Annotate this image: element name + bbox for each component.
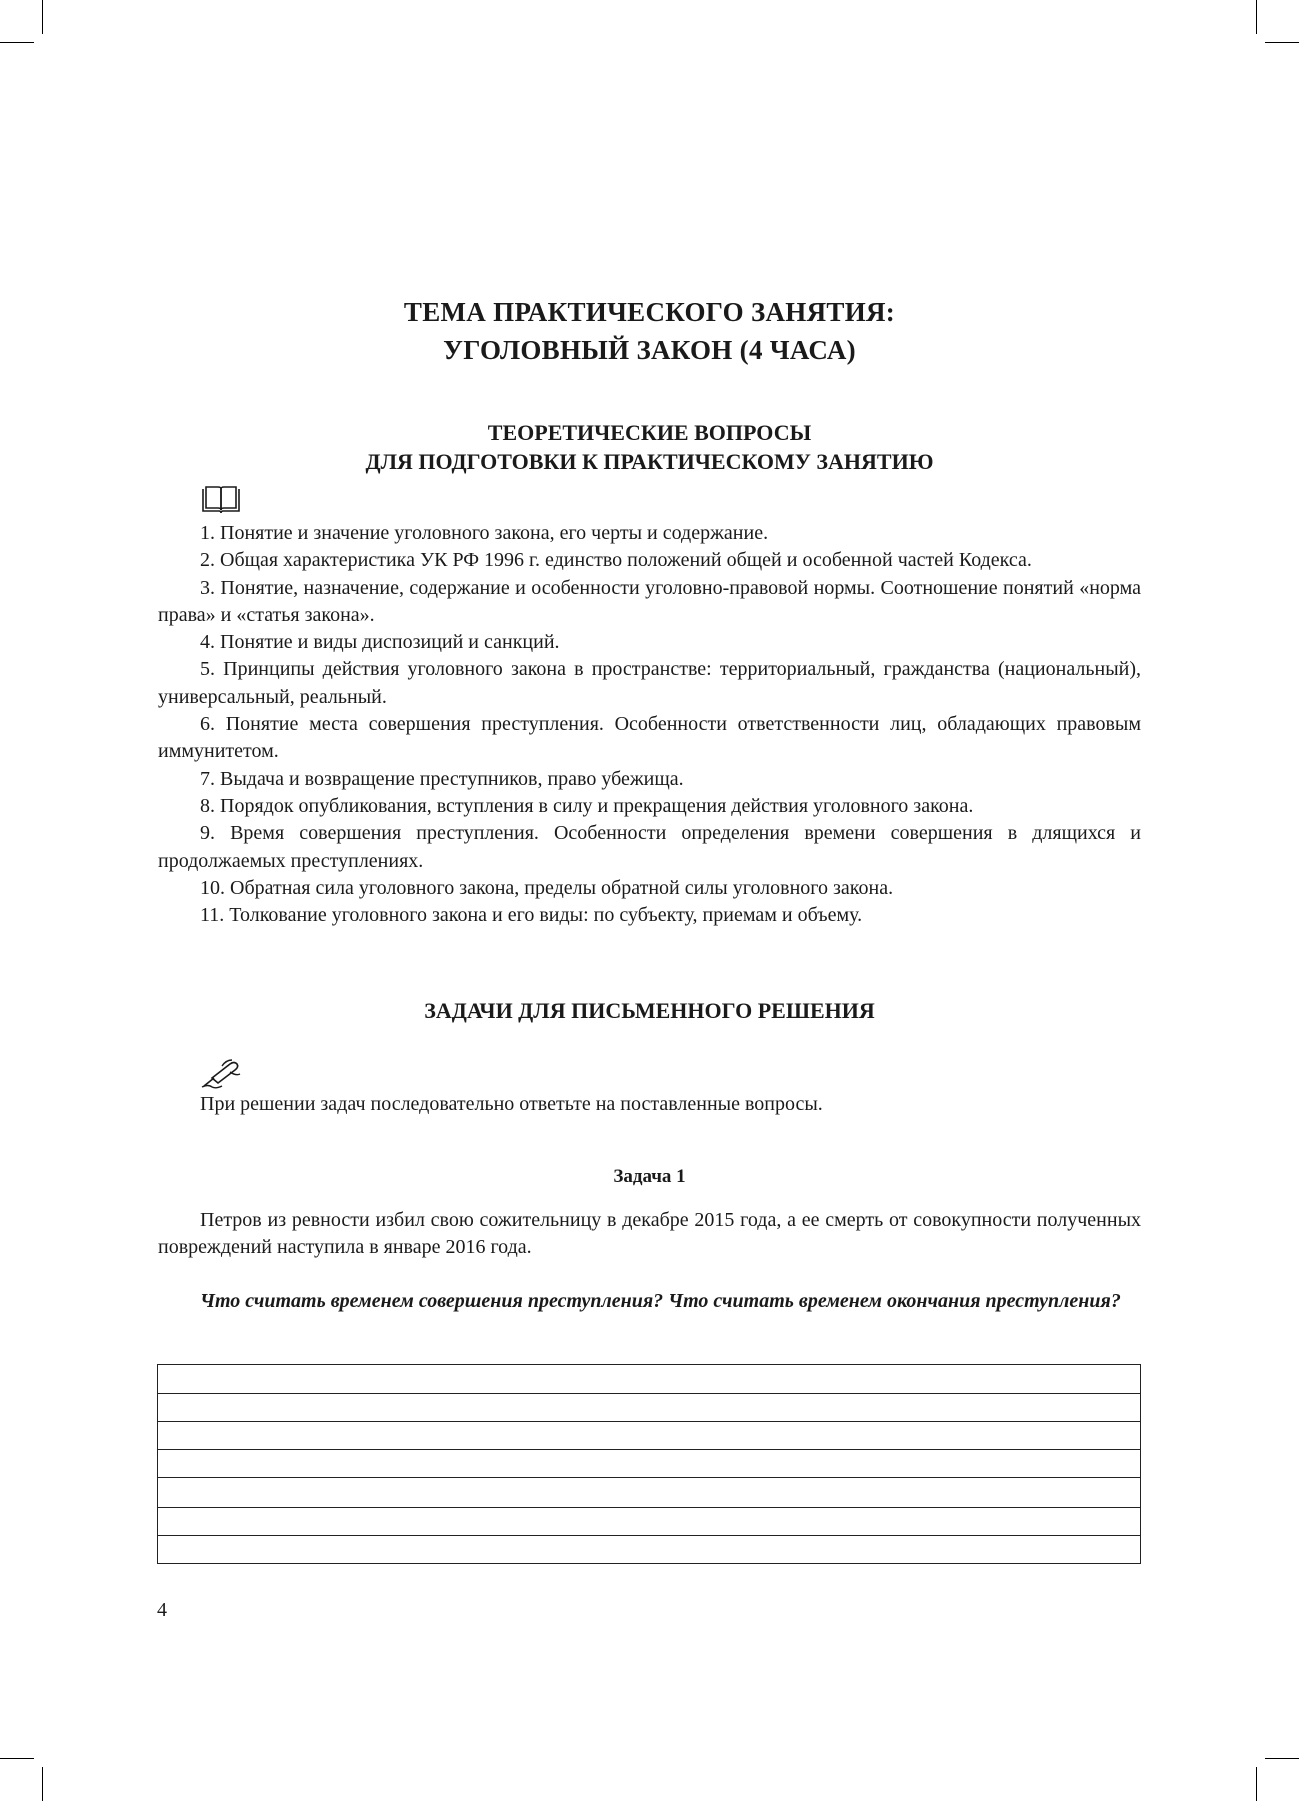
task-1-text	[158, 1207, 1141, 1262]
task-1-text-body: Петров из ревности избил свою сожительницу в декабре 2015 года, а ее смерть от совокупности полученных повреждений наступила в январе 2016 года.	[158, 1209, 1141, 1259]
theory-heading-line-2: ДЛЯ ПОДГОТОВКИ К ПРАКТИЧЕСКОМУ ЗАНЯТИЮ	[365, 449, 934, 474]
list-item: 7. Выдача и возвращение преступников, право убежища.	[200, 767, 684, 790]
crop-mark	[42, 1767, 43, 1801]
theory-heading	[158, 418, 1141, 476]
list-item: 1. Понятие и значение уголовного закона, его черты и содержание.	[200, 522, 769, 544]
tasks-heading-text: ЗАДАЧИ ДЛЯ ПИСЬМЕННОГО РЕШЕНИЯ	[424, 998, 875, 1023]
answer-field[interactable]	[157, 1364, 1141, 1564]
list-item: 3. Понятие, назначение, содержание и особенности уголовно-правовой нормы. Соотношение понятий «норма права» и «статья закона».	[158, 576, 1141, 626]
answer-line	[158, 1393, 1140, 1394]
list-item: 8. Порядок опубликования, вступления в силу и прекращения действия уголовного закона.	[200, 794, 974, 817]
theory-heading-line-1: ТЕОРЕТИЧЕСКИЕ ВОПРОСЫ	[487, 420, 812, 445]
crop-mark	[1256, 0, 1257, 34]
list-item: 6. Понятие места совершения преступления. Особенности ответственности лиц, обладающих правовым иммунитетом.	[158, 713, 1141, 763]
list-item: 4. Понятие и виды диспозиций и санкций.	[200, 631, 560, 654]
answer-line	[158, 1535, 1140, 1536]
page-title-line-2: УГОЛОВНЫЙ ЗАКОН (4 ЧАСА)	[443, 335, 856, 365]
crop-mark	[1265, 42, 1299, 43]
task-1-question-text: Что считать временем совершения преступления? Что считать временем окончания преступления?	[200, 1290, 1121, 1312]
theory-questions-list	[158, 520, 1141, 929]
tasks-heading	[158, 996, 1141, 1025]
list-item: 5. Принципы действия уголовного закона в пространстве: территориальный, гражданства (национальный), универсальный, реальный.	[158, 658, 1141, 708]
answer-line	[158, 1449, 1140, 1450]
crop-mark	[42, 0, 43, 34]
tasks-instruction	[158, 1091, 1141, 1118]
crop-mark	[1256, 1767, 1257, 1801]
tasks-instruction-text: При решении задач последовательно ответьте на поставленные вопросы.	[200, 1093, 823, 1115]
crop-mark	[0, 1758, 34, 1759]
task-1-question	[158, 1288, 1141, 1315]
list-item: 10. Обратная сила уголовного закона, пределы обратной силы уголовного закона.	[200, 876, 894, 899]
crop-mark	[0, 42, 34, 43]
answer-line	[158, 1477, 1140, 1478]
book-icon	[200, 484, 242, 516]
list-item: 11. Толкование уголовного закона и его виды: по субъекту, приемам и объему.	[200, 904, 863, 927]
list-item: 2. Общая характеристика УК РФ 1996 г. единство положений общей и особенной частей Кодекса.	[200, 549, 1032, 572]
page-title-line-1: ТЕМА ПРАКТИЧЕСКОГО ЗАНЯТИЯ:	[403, 297, 896, 327]
page-number: 4	[157, 1599, 167, 1621]
writing-hand-icon	[200, 1056, 244, 1090]
task-1-title: Задача 1	[613, 1166, 686, 1187]
answer-line	[158, 1421, 1140, 1422]
answer-line	[158, 1507, 1140, 1508]
crop-mark	[1265, 1758, 1299, 1759]
page-title	[158, 293, 1141, 369]
list-item: 9. Время совершения преступления. Особенности определения времени совершения в длящихся и продолжаемых преступлениях.	[158, 822, 1141, 872]
